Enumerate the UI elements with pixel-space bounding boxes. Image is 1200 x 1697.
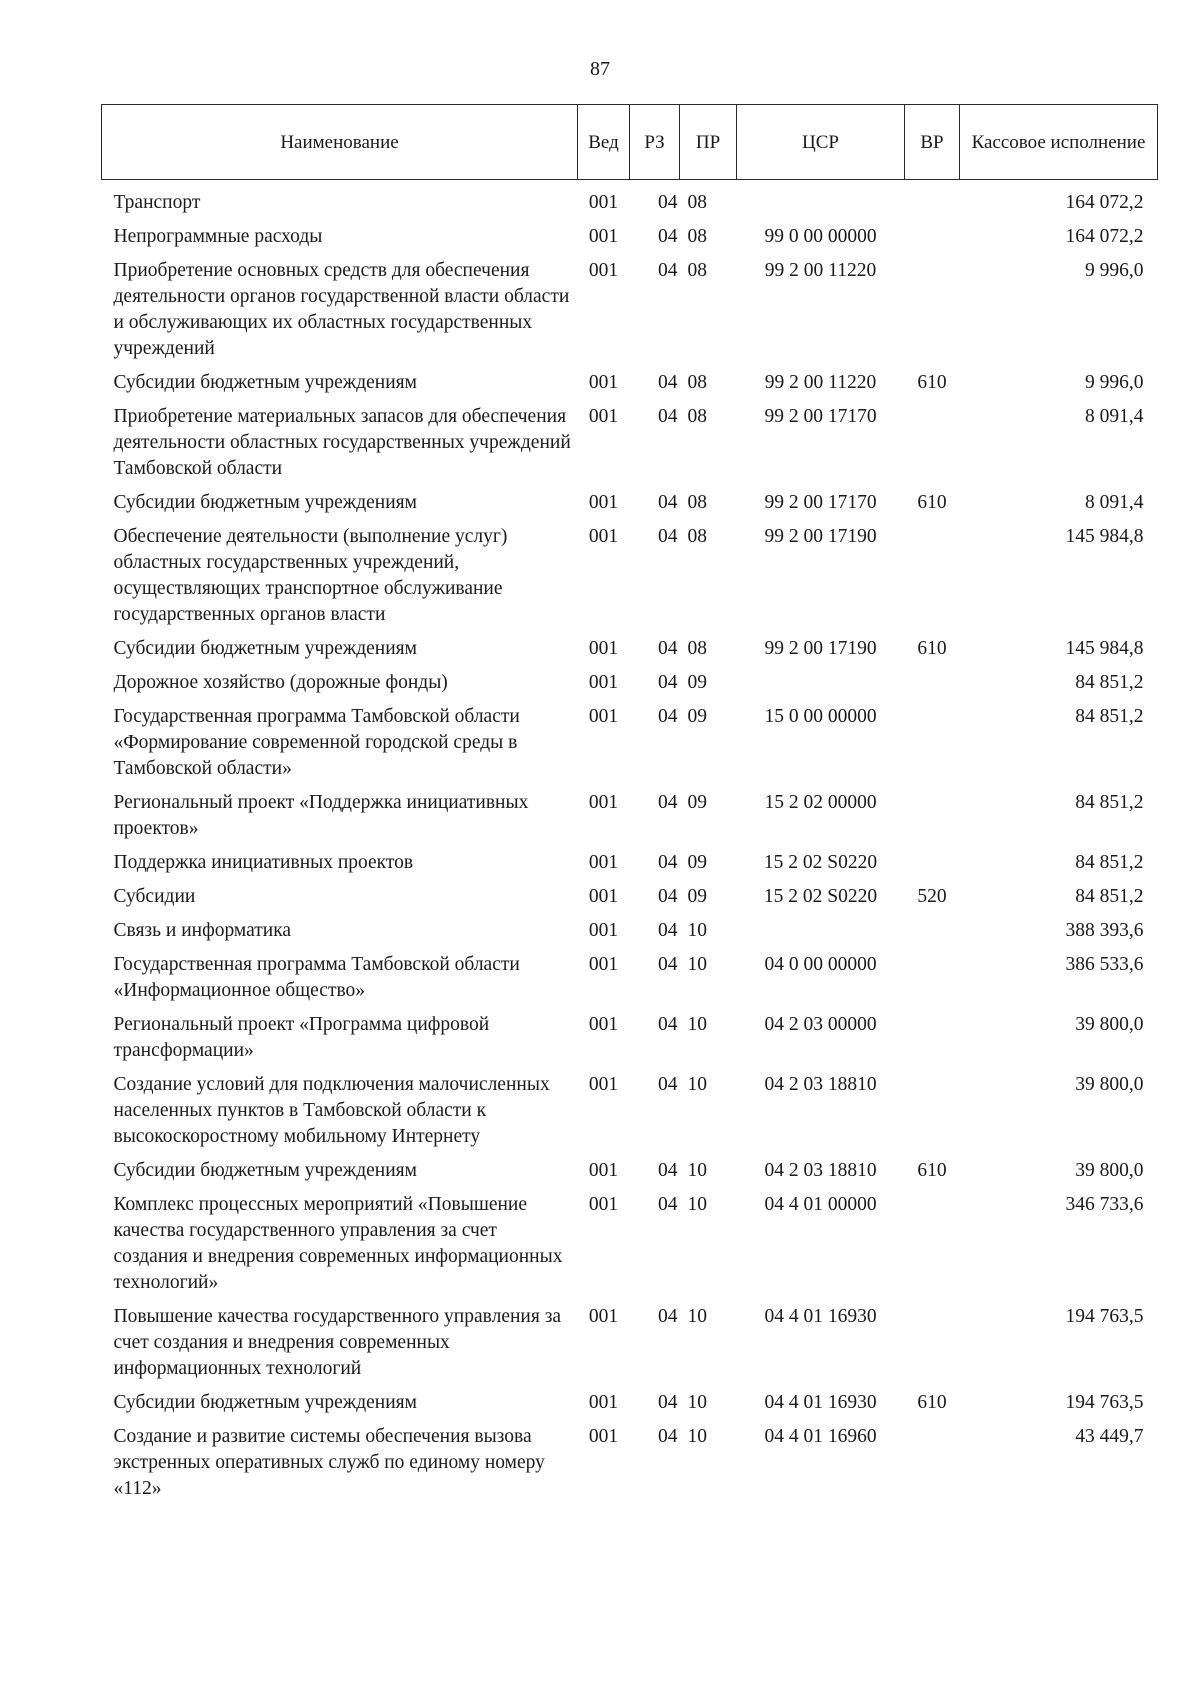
table-row (102, 700, 1158, 786)
cell-name: Государственная программа Тамбовской области «Информационное общество» (113, 954, 520, 1001)
cell-name: Приобретение основных средств для обеспечения деятельности органов государственной власти области и обслуживающих их областных государственных учреждений (113, 260, 570, 359)
cell-amount: 84 851,2 (1075, 706, 1144, 727)
table-row (102, 846, 1158, 880)
cell-vr (905, 666, 960, 700)
cell-amount: 39 800,0 (1075, 1074, 1144, 1095)
cell-amount: 194 763,5 (1065, 1392, 1144, 1413)
cell-name: Транспорт (113, 192, 201, 213)
cell-vr (905, 254, 960, 366)
table-row (102, 1008, 1158, 1068)
cell-ved: 001 (588, 1074, 619, 1095)
cell-pr: 08 (687, 406, 707, 427)
table-row (102, 520, 1158, 632)
cell-csr: 15 2 02 S0220 (763, 886, 878, 907)
cell-amount: 39 800,0 (1075, 1014, 1144, 1035)
table-row (102, 180, 1158, 221)
cell-ved: 001 (588, 1160, 619, 1181)
cell-pr: 08 (687, 638, 707, 659)
cell-rz: 04 (658, 1160, 678, 1181)
cell-csr: 99 2 00 17170 (764, 406, 877, 427)
cell-amount: 8 091,4 (1085, 406, 1144, 427)
cell-vr (905, 1008, 960, 1068)
cell-pr: 08 (687, 372, 707, 393)
cell-ved: 001 (588, 1306, 619, 1327)
cell-rz: 04 (658, 1194, 678, 1215)
header-rz: РЗ (630, 105, 680, 180)
cell-rz: 04 (658, 372, 678, 393)
cell-ved: 001 (588, 192, 619, 213)
cell-ved: 001 (588, 954, 619, 975)
cell-amount: 8 091,4 (1085, 492, 1144, 513)
cell-name: Субсидии (113, 886, 196, 907)
cell-pr: 10 (687, 1426, 707, 1447)
table-row (102, 1068, 1158, 1154)
cell-csr: 04 4 01 16930 (764, 1392, 877, 1413)
cell-rz: 04 (658, 638, 678, 659)
table-row (102, 666, 1158, 700)
cell-vr (905, 1068, 960, 1154)
cell-rz: 04 (658, 852, 678, 873)
cell-pr: 09 (687, 852, 707, 873)
cell-rz: 04 (658, 492, 678, 513)
cell-amount: 145 984,8 (1065, 638, 1144, 659)
cell-name: Субсидии бюджетным учреждениям (113, 1160, 417, 1181)
cell-ved: 001 (588, 492, 619, 513)
cell-name: Создание и развитие системы обеспечения вызова экстренных оперативных служб по единому номеру «112» (113, 1426, 545, 1499)
cell-amount: 43 449,7 (1075, 1426, 1144, 1447)
table-header (102, 105, 1158, 180)
cell-amount: 386 533,6 (1065, 954, 1144, 975)
cell-amount: 145 984,8 (1065, 526, 1144, 547)
cell-csr: 04 4 01 00000 (764, 1194, 877, 1215)
cell-pr: 08 (687, 492, 707, 513)
table-row (102, 632, 1158, 666)
cell-rz: 04 (658, 1306, 678, 1327)
cell-rz: 04 (658, 192, 678, 213)
cell-csr: 99 0 00 00000 (764, 226, 877, 247)
table-row (102, 366, 1158, 400)
cell-csr: 04 4 01 16960 (764, 1426, 877, 1447)
cell-name: Комплекс процессных мероприятий «Повышение качества государственного управления за счет создания и внедрения современных информационных технологий» (113, 1194, 563, 1293)
cell-amount: 9 996,0 (1085, 260, 1144, 281)
cell-rz: 04 (658, 526, 678, 547)
cell-vr (905, 180, 960, 221)
cell-pr: 08 (687, 192, 707, 213)
cell-pr: 10 (687, 920, 707, 941)
cell-name: Региональный проект «Поддержка инициативных проектов» (113, 792, 529, 839)
cell-amount: 84 851,2 (1075, 886, 1144, 907)
cell-ved: 001 (588, 1426, 619, 1447)
cell-pr: 10 (687, 1160, 707, 1181)
cell-vr (905, 520, 960, 632)
cell-ved: 001 (588, 260, 619, 281)
cell-csr: 99 2 00 17190 (764, 526, 877, 547)
table-row (102, 1188, 1158, 1300)
cell-pr: 09 (687, 672, 707, 693)
cell-vr: 520 (917, 886, 947, 907)
cell-csr (737, 914, 905, 948)
table-row (102, 786, 1158, 846)
cell-ved: 001 (588, 1392, 619, 1413)
cell-pr: 10 (687, 1392, 707, 1413)
cell-pr: 09 (687, 792, 707, 813)
budget-table (101, 104, 1158, 1506)
cell-amount: 388 393,6 (1065, 920, 1144, 941)
header-pr: ПР (680, 105, 737, 180)
cell-rz: 04 (658, 954, 678, 975)
cell-vr (905, 1420, 960, 1506)
cell-vr: 610 (917, 638, 947, 659)
cell-pr: 08 (687, 260, 707, 281)
cell-csr: 04 2 03 18810 (764, 1160, 877, 1181)
cell-pr: 08 (687, 526, 707, 547)
cell-ved: 001 (588, 852, 619, 873)
header-ved: Вед (578, 105, 630, 180)
cell-name: Повышение качества государственного управления за счет создания и внедрения современных информационных технологий (113, 1306, 562, 1379)
cell-ved: 001 (588, 526, 619, 547)
cell-rz: 04 (658, 1074, 678, 1095)
cell-ved: 001 (588, 886, 619, 907)
cell-vr (905, 786, 960, 846)
cell-rz: 04 (658, 672, 678, 693)
cell-ved: 001 (588, 672, 619, 693)
cell-amount: 84 851,2 (1075, 852, 1144, 873)
cell-vr (905, 948, 960, 1008)
cell-amount: 9 996,0 (1085, 372, 1144, 393)
table-row (102, 254, 1158, 366)
cell-csr: 99 2 00 17170 (764, 492, 877, 513)
cell-pr: 08 (687, 226, 707, 247)
cell-ved: 001 (588, 920, 619, 941)
cell-name: Региональный проект «Программа цифровой трансформации» (113, 1014, 490, 1061)
cell-rz: 04 (658, 226, 678, 247)
cell-pr: 10 (687, 1014, 707, 1035)
cell-ved: 001 (588, 1014, 619, 1035)
cell-amount: 194 763,5 (1065, 1306, 1144, 1327)
table-row (102, 400, 1158, 486)
cell-amount: 39 800,0 (1075, 1160, 1144, 1181)
cell-vr: 610 (917, 1160, 947, 1181)
cell-vr (905, 1188, 960, 1300)
cell-vr (905, 220, 960, 254)
table-row (102, 1386, 1158, 1420)
cell-csr: 04 0 00 00000 (764, 954, 877, 975)
cell-csr: 99 2 00 11220 (764, 260, 877, 281)
cell-rz: 04 (658, 886, 678, 907)
table-row (102, 486, 1158, 520)
cell-pr: 10 (687, 954, 707, 975)
cell-rz: 04 (658, 1426, 678, 1447)
table-row (102, 1154, 1158, 1188)
cell-amount: 164 072,2 (1065, 226, 1144, 247)
table-row (102, 220, 1158, 254)
cell-name: Субсидии бюджетным учреждениям (113, 492, 417, 513)
cell-vr (905, 400, 960, 486)
header-csr: ЦСР (737, 105, 905, 180)
cell-ved: 001 (588, 372, 619, 393)
cell-name: Дорожное хозяйство (дорожные фонды) (113, 672, 448, 693)
cell-csr (737, 180, 905, 221)
cell-vr (905, 1300, 960, 1386)
cell-vr (905, 846, 960, 880)
cell-vr: 610 (917, 1392, 947, 1413)
table-row (102, 1420, 1158, 1506)
header-amount: Кассовое исполнение (960, 105, 1158, 180)
cell-amount: 84 851,2 (1075, 792, 1144, 813)
cell-vr: 610 (917, 492, 947, 513)
cell-name: Связь и информатика (113, 920, 292, 941)
cell-ved: 001 (588, 406, 619, 427)
cell-rz: 04 (658, 706, 678, 727)
cell-csr: 99 2 00 17190 (764, 638, 877, 659)
header-name: Наименование (102, 105, 578, 180)
cell-csr: 04 4 01 16930 (764, 1306, 877, 1327)
cell-pr: 10 (687, 1194, 707, 1215)
cell-vr (905, 700, 960, 786)
header-vr: ВР (905, 105, 960, 180)
cell-pr: 10 (687, 1074, 707, 1095)
cell-rz: 04 (658, 260, 678, 281)
cell-amount: 346 733,6 (1065, 1194, 1144, 1215)
cell-rz: 04 (658, 792, 678, 813)
cell-vr (905, 914, 960, 948)
cell-name: Поддержка инициативных проектов (113, 852, 414, 873)
cell-name: Непрограммные расходы (113, 226, 323, 247)
cell-pr: 09 (687, 886, 707, 907)
cell-ved: 001 (588, 226, 619, 247)
cell-ved: 001 (588, 792, 619, 813)
cell-csr: 15 2 02 00000 (764, 792, 877, 813)
cell-name: Субсидии бюджетным учреждениям (113, 372, 417, 393)
cell-name: Создание условий для подключения малочисленных населенных пунктов в Тамбовской области к высокоскоростному мобильному Интернету (113, 1074, 550, 1147)
cell-pr: 09 (687, 706, 707, 727)
table-row (102, 914, 1158, 948)
cell-name: Приобретение материальных запасов для обеспечения деятельности областных государственных учреждений Тамбовской области (113, 406, 571, 479)
cell-name: Обеспечение деятельности (выполнение услуг) областных государственных учреждений, осуществляющих транспортное обслуживание государственных органов власти (113, 526, 508, 625)
cell-csr: 15 2 02 S0220 (763, 852, 878, 873)
cell-ved: 001 (588, 638, 619, 659)
cell-rz: 04 (658, 920, 678, 941)
cell-rz: 04 (658, 1392, 678, 1413)
cell-name: Субсидии бюджетным учреждениям (113, 1392, 417, 1413)
table-row (102, 948, 1158, 1008)
cell-pr: 10 (687, 1306, 707, 1327)
cell-csr: 04 2 03 18810 (764, 1074, 877, 1095)
cell-ved: 001 (588, 706, 619, 727)
cell-amount: 164 072,2 (1065, 192, 1144, 213)
cell-rz: 04 (658, 1014, 678, 1035)
cell-csr: 99 2 00 11220 (764, 372, 877, 393)
page-number: 87 (590, 58, 610, 80)
cell-ved: 001 (588, 1194, 619, 1215)
cell-name: Субсидии бюджетным учреждениям (113, 638, 417, 659)
table-row (102, 880, 1158, 914)
cell-vr: 610 (917, 372, 947, 393)
table-row (102, 1300, 1158, 1386)
table-body (102, 180, 1158, 1507)
cell-rz: 04 (658, 406, 678, 427)
cell-csr: 04 2 03 00000 (764, 1014, 877, 1035)
cell-amount: 84 851,2 (1075, 672, 1144, 693)
cell-name: Государственная программа Тамбовской области «Формирование современной городской среды в Тамбовской области» (113, 706, 520, 779)
cell-csr (737, 666, 905, 700)
cell-csr: 15 0 00 00000 (764, 706, 877, 727)
